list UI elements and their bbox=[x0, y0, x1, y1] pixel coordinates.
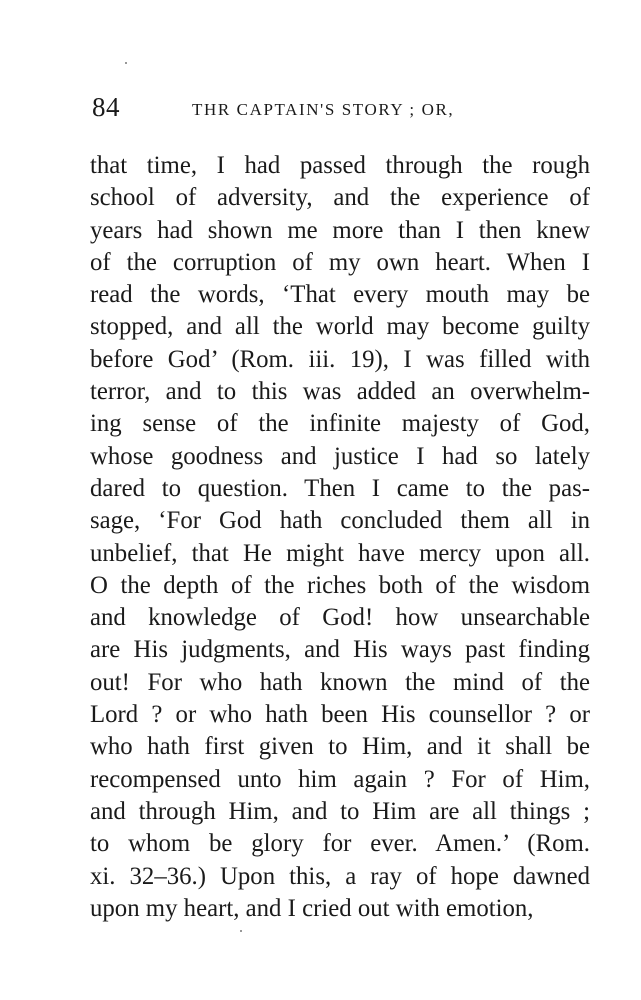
running-title: THR CAPTAIN'S STORY ; OR, bbox=[192, 100, 455, 119]
text-line: ing sense of the infinite majesty of God, bbox=[90, 410, 590, 438]
text-line: O the depth of the riches both of the wisdom bbox=[90, 571, 590, 599]
text-line: stopped, and all the world may become guilty bbox=[90, 313, 590, 341]
body-text bbox=[90, 150, 590, 925]
text-line: upon my heart, and I cried out with emotion, bbox=[90, 894, 534, 922]
page-number: 84 bbox=[92, 92, 120, 122]
page-header bbox=[92, 92, 502, 132]
text-line: to whom be glory for ever. Amen.’ (Rom. bbox=[90, 830, 590, 858]
text-line: of the corruption of my own heart. When I bbox=[90, 248, 590, 276]
text-line: are His judgments, and His ways past finding bbox=[90, 636, 590, 664]
text-line: unbelief, that He might have mercy upon all. bbox=[90, 539, 590, 567]
text-line: years had shown me more than I then knew bbox=[90, 216, 590, 244]
text-line: out! For who hath known the mind of the bbox=[90, 668, 590, 696]
text-line: who hath first given to Him, and it shall be bbox=[90, 733, 590, 761]
text-line: before God’ (Rom. iii. 19), I was filled with bbox=[90, 345, 590, 373]
text-line: and knowledge of God! how unsearchable bbox=[90, 604, 590, 632]
text-line: that time, I had passed through the rough bbox=[90, 152, 590, 179]
text-line: whose goodness and justice I had so lately bbox=[90, 442, 590, 470]
page-speck bbox=[240, 930, 242, 932]
text-line: sage, ‘For God hath concluded them all in bbox=[90, 507, 590, 535]
text-line: recompensed unto him again ? For of Him, bbox=[90, 765, 590, 793]
text-line: dared to question. Then I came to the pas- bbox=[90, 474, 590, 502]
page-speck bbox=[125, 62, 127, 64]
text-line: school of adversity, and the experience of bbox=[90, 184, 590, 212]
text-line: Lord ? or who hath been His counsellor ? or bbox=[90, 701, 590, 729]
text-line: and through Him, and to Him are all things ; bbox=[90, 797, 590, 825]
text-line: read the words, ‘That every mouth may be bbox=[90, 281, 590, 309]
text-line: terror, and to this was added an overwhelm- bbox=[90, 378, 590, 406]
text-line: xi. 32–36.) Upon this, a ray of hope dawned bbox=[90, 862, 590, 890]
